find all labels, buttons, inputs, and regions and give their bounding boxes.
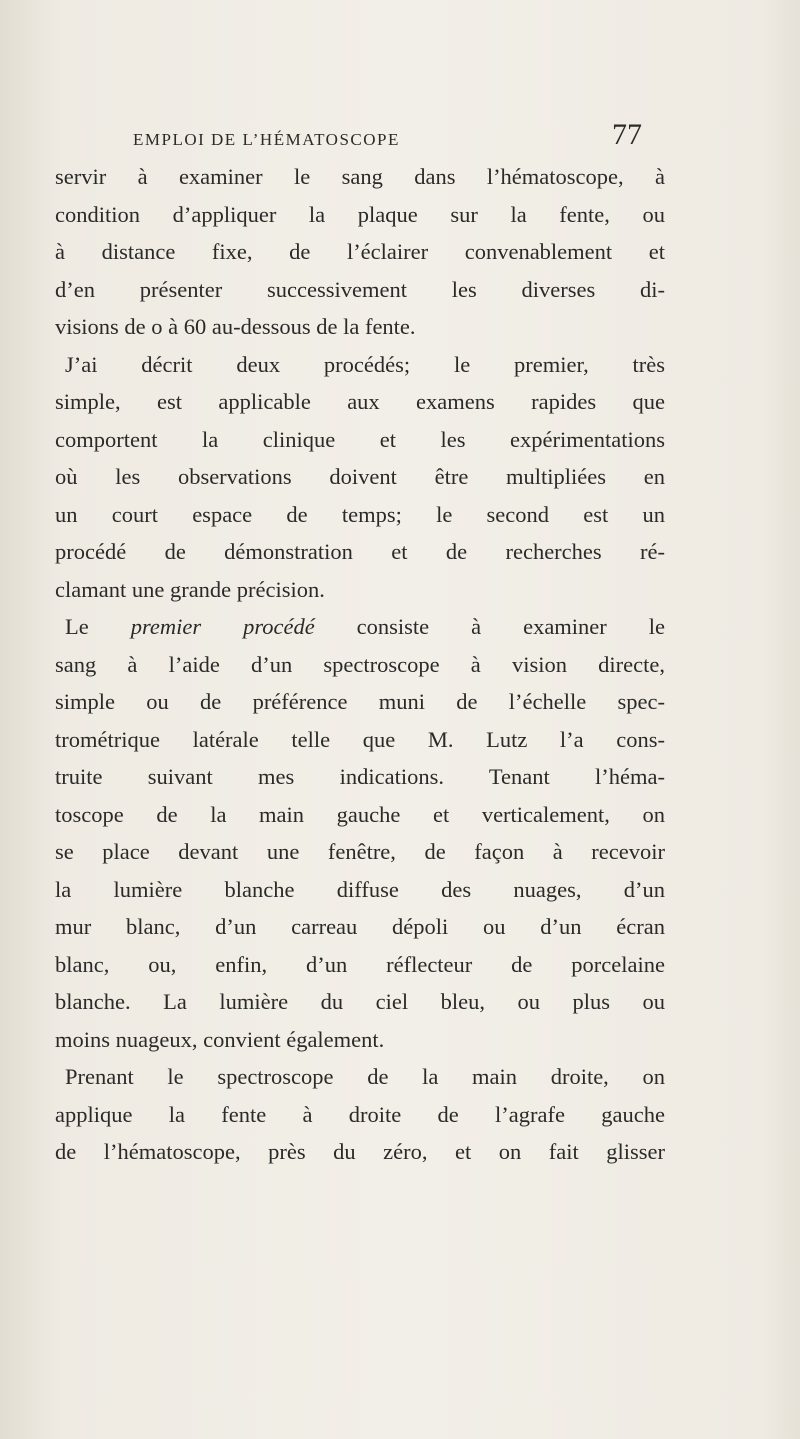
text-line: procédé de démonstration et de recherches ré- <box>55 539 665 564</box>
text-line: J’ai décrit deux procédés; le premier, très <box>65 351 665 377</box>
text-line: simple ou de préférence muni de l’échelle spec- <box>55 689 665 714</box>
body-text <box>55 158 665 1171</box>
text-line: de l’hématoscope, près du zéro, et on fait glisser <box>55 1139 665 1164</box>
italic-phrase: premier procédé <box>130 614 315 639</box>
text-after-italic: consiste à examiner le <box>314 614 665 639</box>
text-line: à distance fixe, de l’éclairer convenablement et <box>55 239 665 264</box>
text-line: blanche. La lumière du ciel bleu, ou plus ou <box>55 989 665 1014</box>
text-line: trométrique latérale telle que M. Lutz l’a cons- <box>55 726 665 752</box>
text-line: se place devant une fenêtre, de façon à recevoir <box>55 839 665 864</box>
text-line: d’en présenter successivement les diverses di- <box>55 276 665 302</box>
text-line: condition d’appliquer la plaque sur la fente, ou <box>55 201 665 227</box>
text-line: mur blanc, d’un carreau dépoli ou d’un écran <box>55 914 665 939</box>
text-line: servir à examiner le sang dans l’hématoscope, à <box>55 164 665 189</box>
text-line: un court espace de temps; le second est un <box>55 501 665 527</box>
text-line: simple, est applicable aux examens rapides que <box>55 389 665 414</box>
text-line: la lumière blanche diffuse des nuages, d’un <box>55 876 665 902</box>
text-line: sang à l’aide d’un spectroscope à vision directe, <box>55 651 665 677</box>
text-line: Prenant le spectroscope de la main droite, on <box>65 1064 665 1089</box>
text-line-with-italic <box>55 608 665 646</box>
text-line: toscope de la main gauche et verticalement, on <box>55 801 665 827</box>
page-number: 77 <box>612 118 642 151</box>
text-line: blanc, ou, enfin, d’un réflecteur de porcelaine <box>55 951 665 977</box>
text-line: truite suivant mes indications. Tenant l’héma- <box>55 764 665 789</box>
text-before-italic: Le <box>65 614 131 639</box>
page-header <box>0 118 800 158</box>
text-line: moins nuageux, convient également. <box>55 1026 385 1052</box>
text-line: visions de o à 60 au-dessous de la fente. <box>55 314 416 339</box>
text-line: clamant une grande précision. <box>55 576 325 602</box>
text-line: applique la fente à droite de l’agrafe gauche <box>55 1101 665 1127</box>
text-line: où les observations doivent être multipliées en <box>55 464 665 489</box>
text-line: comportent la clinique et les expérimentations <box>55 426 665 452</box>
running-title: EMPLOI DE L’HÉMATOSCOPE <box>133 130 400 149</box>
